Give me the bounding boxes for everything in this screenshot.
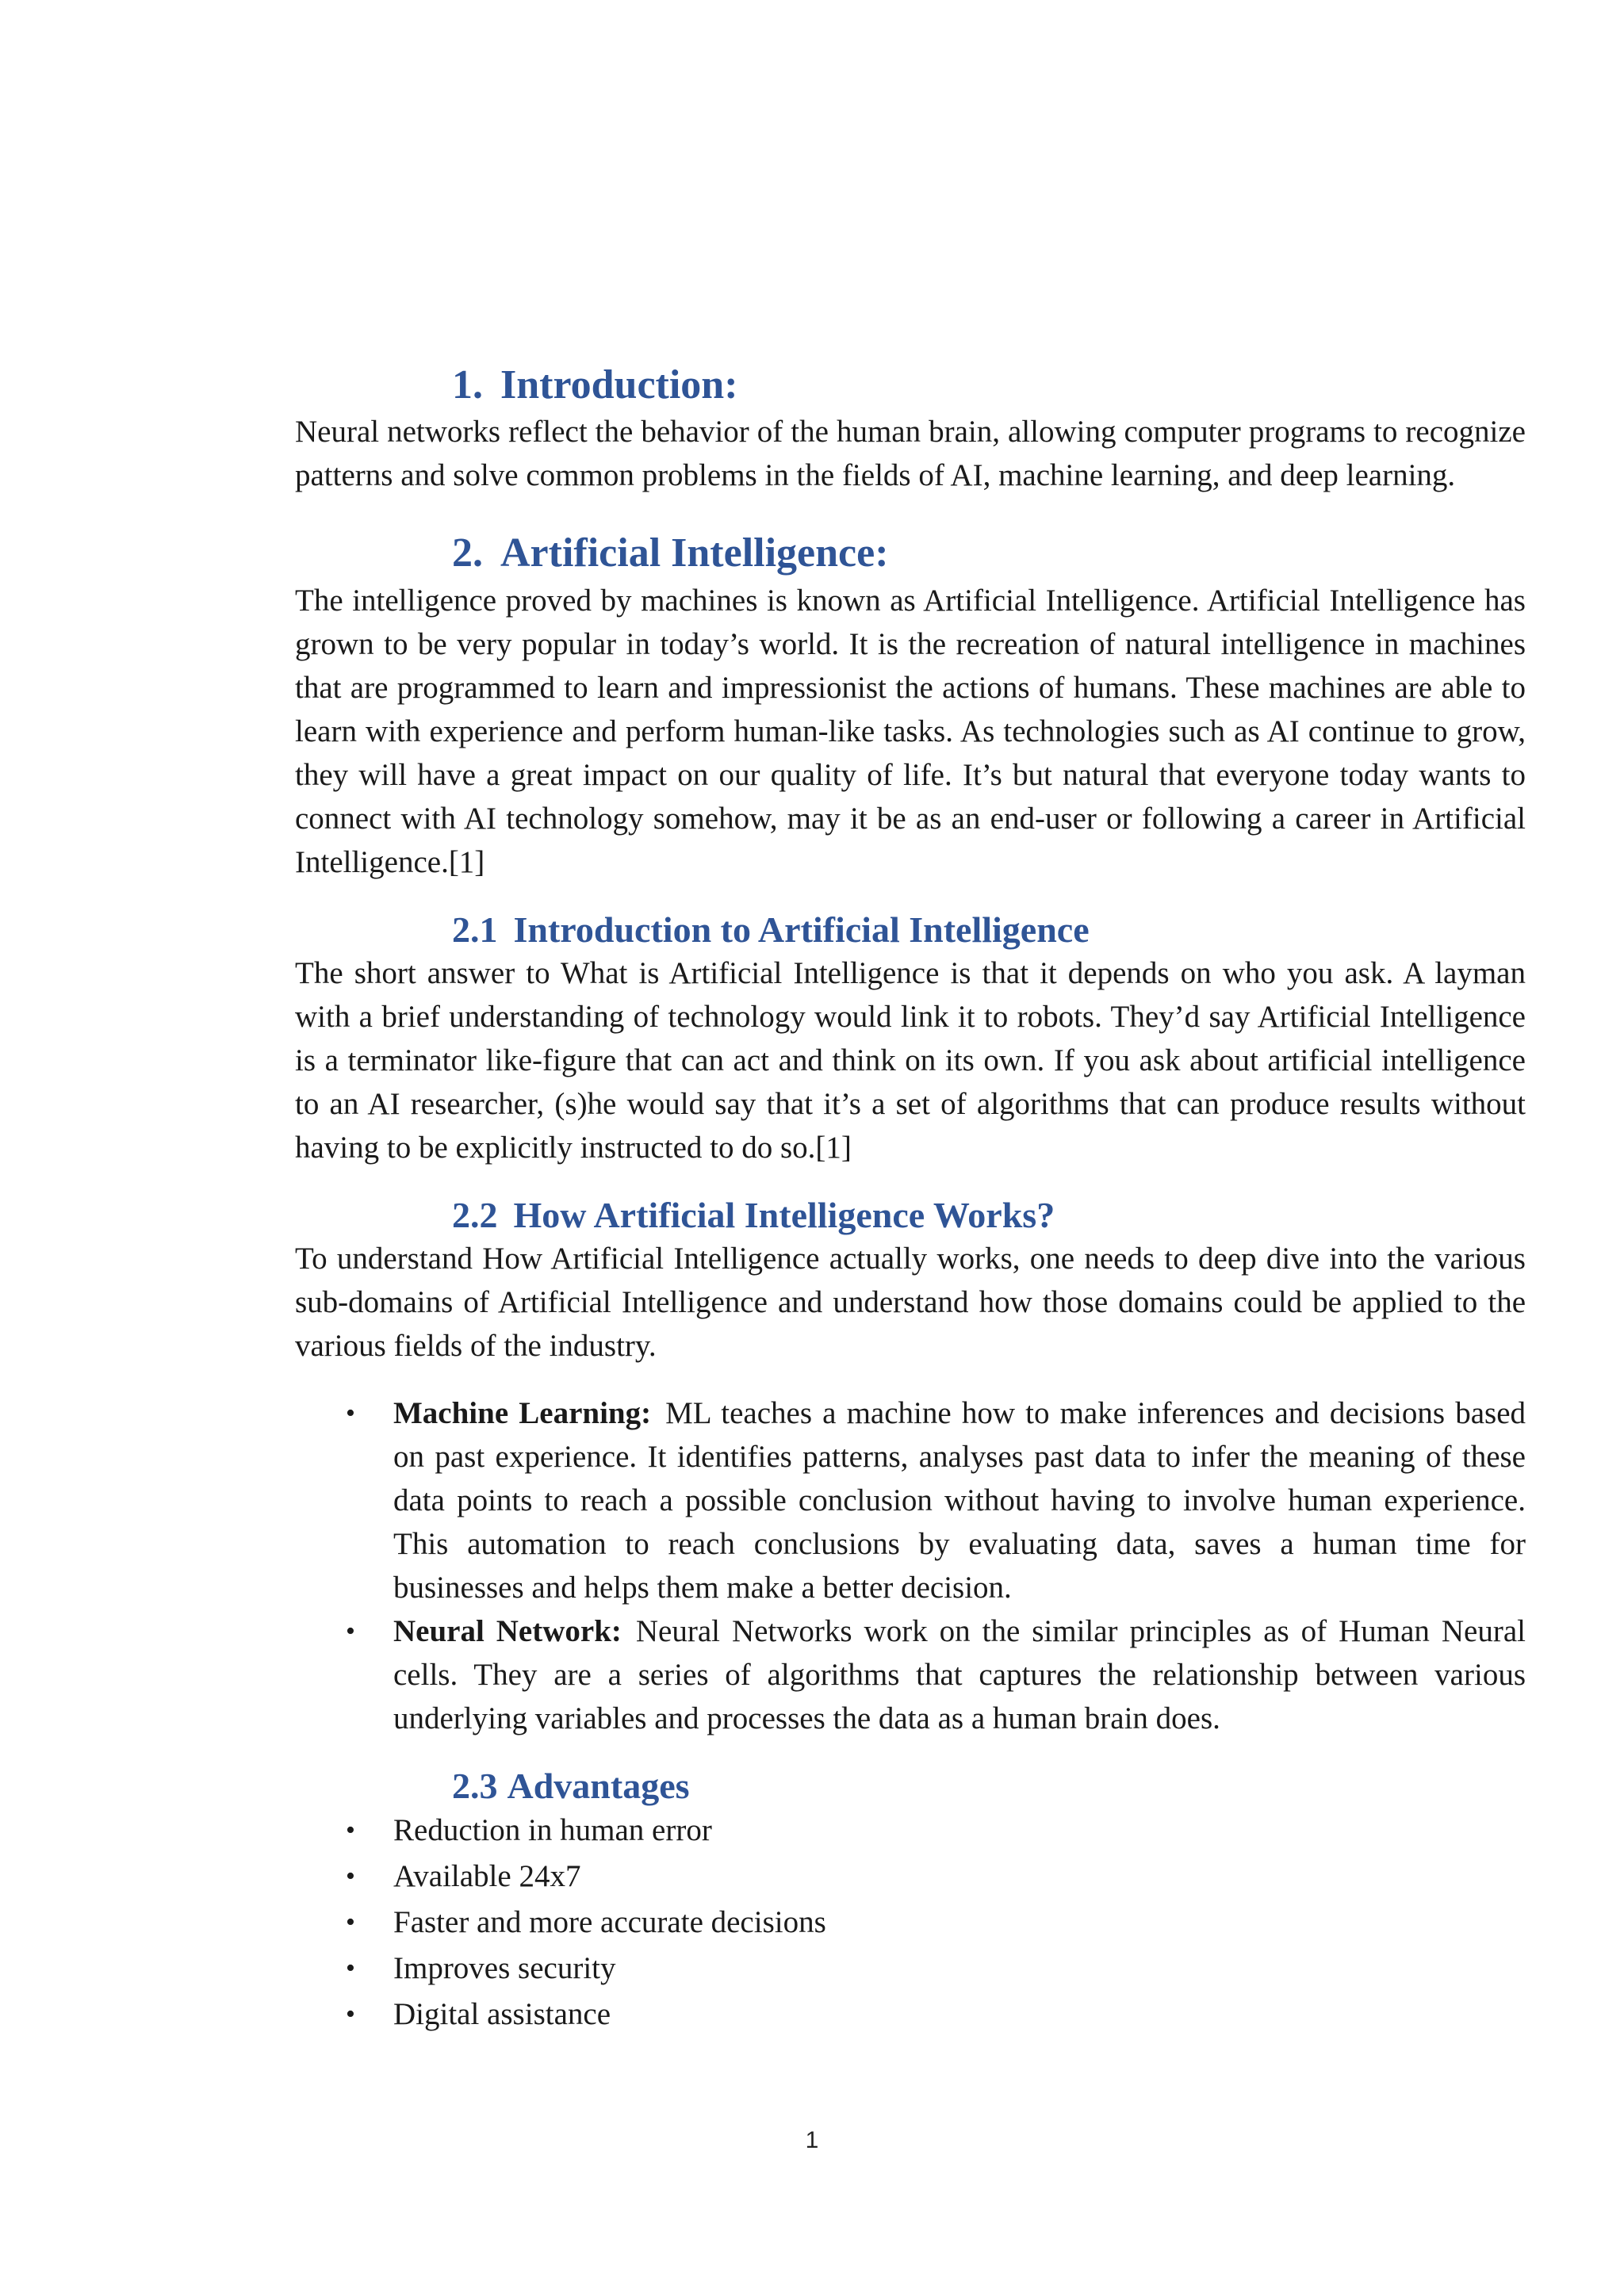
heading-title: Introduction to Artificial Intelligence xyxy=(513,909,1090,950)
heading-number: 2.1 xyxy=(452,909,498,950)
heading-how-ai-works xyxy=(295,1193,1526,1237)
bullet-icon: • xyxy=(346,1862,355,1892)
heading-introduction-to-ai xyxy=(295,908,1526,951)
heading-introduction xyxy=(295,361,1526,410)
list-item-text: Reduction in human error xyxy=(393,1813,712,1848)
paragraph-introduction: Neural networks reflect the behavior of the human brain, allowing computer programs to recognize patterns and solve common problems in the fields of AI, machine learning, and deep learning. xyxy=(295,415,1526,493)
bullet-icon: • xyxy=(346,1954,355,1984)
list-item xyxy=(295,1900,1526,1946)
list-item-text: Digital assistance xyxy=(393,1997,611,2032)
bullet-icon: • xyxy=(346,1399,355,1429)
list-item xyxy=(295,1808,1526,1854)
heading-title: How Artificial Intelligence Works? xyxy=(513,1194,1055,1235)
list-item-term: Neural Network: xyxy=(393,1614,622,1649)
bullet-icon: • xyxy=(346,1816,355,1846)
list-item xyxy=(295,1609,1526,1740)
list-item-text: Neural Networks work on the similar principles as of Human Neural cells. They are a series of algorithms that captures the relationship between various underlying variables and processes the data as a human brain does. xyxy=(393,1614,1526,1736)
heading-title: Introduction: xyxy=(500,362,738,408)
bullet-icon: • xyxy=(346,1617,355,1647)
list-item-text: Available 24x7 xyxy=(393,1859,581,1894)
list-item-text: Faster and more accurate decisions xyxy=(393,1905,826,1940)
heading-title: Advantages xyxy=(507,1766,690,1807)
list-item-text: Improves security xyxy=(393,1951,616,1986)
document-body xyxy=(295,361,1526,2038)
page-number: 1 xyxy=(805,2127,819,2153)
paragraph-how-ai-works: To understand How Artificial Intelligence actually works, one needs to deep dive into the various sub-domains of Artificial Intelligence and understand how those domains could be applied to the various fields of the industry. xyxy=(295,1242,1526,1364)
heading-number: 2.2 xyxy=(452,1194,498,1235)
list-item-text: ML teaches a machine how to make inferences and decisions based on past experience. It identifies patterns, analyses past data to infer the meaning of these data points to reach a possible conclusion without having to involve human experience. This automation to reach conclusions by evaluating data, saves a human time for businesses and helps them make a better decision. xyxy=(393,1396,1526,1605)
paragraph-introduction-to-ai: The short answer to What is Artificial Intelligence is that it depends on who you ask. A layman with a brief understanding of technology would link it to robots. They’d say Artificial Intelligence is a terminator like-figure that can act and think on its own. If you ask about artificial intelligence to an AI researcher, (s)he would say that it’s a set of algorithms that can produce results without having to be explicitly instructed to do so.[1] xyxy=(295,955,1526,1165)
heading-number: 2.3 xyxy=(452,1766,498,1807)
paragraph-artificial-intelligence: The intelligence proved by machines is known as Artificial Intelligence. Artificial Intelligence has grown to be very popular in today’s world. It is the recreation of natural intelligence in machines that are programmed to learn and impressionist the actions of humans. These machines are able to learn with experience and perform human-like tasks. As technologies such as AI continue to grow, they will have a great impact on our quality of life. It’s but natural that everyone today wants to connect with AI technology somehow, may it be as an end-user or following a career in Artificial Intelligence.[1] xyxy=(295,583,1526,879)
heading-artificial-intelligence xyxy=(295,529,1526,578)
advantages-list xyxy=(295,1808,1526,2038)
list-item xyxy=(295,1992,1526,2038)
heading-number: 1. xyxy=(452,362,483,408)
heading-advantages xyxy=(295,1764,1526,1808)
heading-number: 2. xyxy=(452,530,483,576)
heading-title: Artificial Intelligence: xyxy=(500,530,889,576)
list-item-term: Machine Learning: xyxy=(393,1396,652,1431)
ai-subdomains-list xyxy=(295,1391,1526,1740)
bullet-icon: • xyxy=(346,1908,355,1938)
list-item xyxy=(295,1946,1526,1992)
list-item xyxy=(295,1391,1526,1609)
list-item xyxy=(295,1854,1526,1900)
bullet-icon: • xyxy=(346,1999,355,2030)
